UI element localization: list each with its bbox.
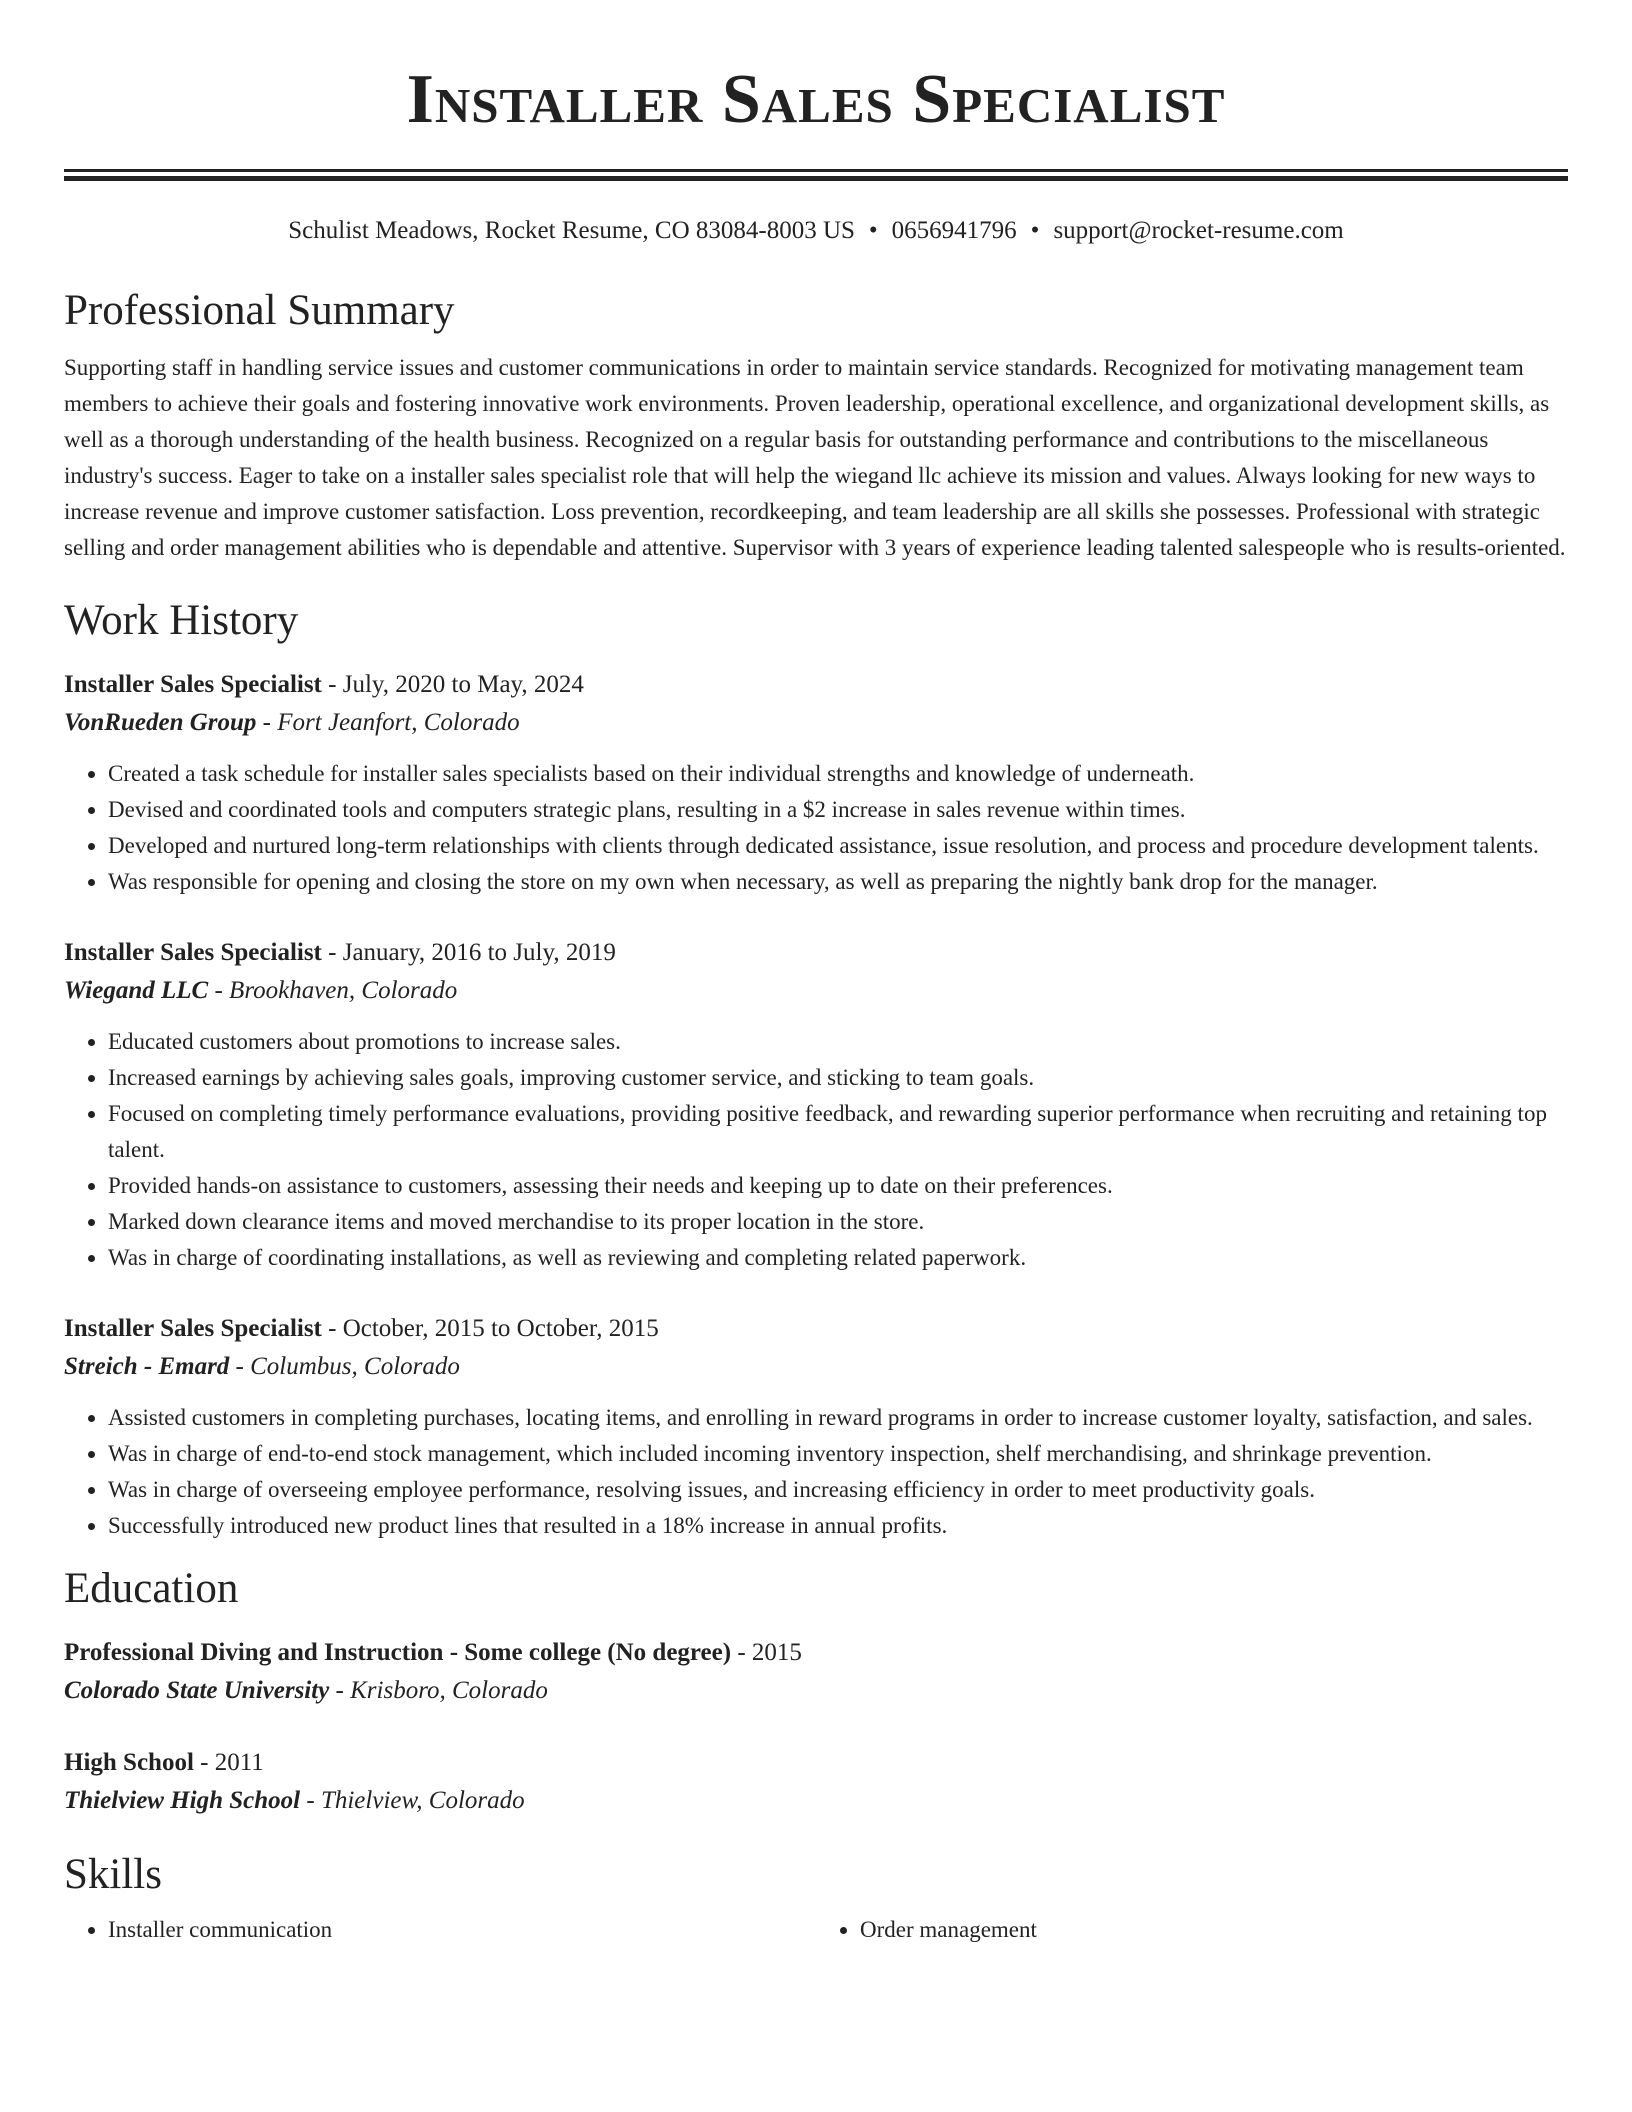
education-heading: Education: [64, 1565, 239, 1612]
education-school: Thielview High School: [64, 1787, 301, 1814]
job-bullet: • Marked down clearance items and moved merchandise to its proper location in the store.: [108, 1204, 1568, 1240]
education-degree: Professional Diving and Instruction - Some college (No degree): [64, 1639, 732, 1666]
job-dates: - January, 2016 to July, 2019: [321, 939, 616, 966]
job-company-line: [64, 1348, 1568, 1386]
education-location: - Thielview, Colorado: [300, 1787, 525, 1814]
job-bullet: • Focused on completing timely performance evaluations, providing positive feedback, and rewarding superior performance when recruiting and retaining top talent.: [108, 1096, 1568, 1168]
job-bullets: [64, 756, 1568, 900]
education-school-line: [64, 1672, 1568, 1710]
contact-address: Schulist Meadows, Rocket Resume, CO 83084-8003 US: [288, 217, 855, 244]
job-title-line: [64, 1310, 1568, 1348]
education-school: Colorado State University: [64, 1677, 330, 1704]
job-entry: [64, 934, 1568, 1276]
job-company: Wiegand LLC: [64, 977, 209, 1004]
job-bullets: [64, 1024, 1568, 1276]
skills-heading: Skills: [64, 1851, 162, 1898]
job-bullet: • Was in charge of coordinating installations, as well as reviewing and completing related paperwork.: [108, 1240, 1568, 1276]
job-bullet: • Was in charge of end-to-end stock management, which included incoming inventory inspection, shelf merchandising, and shrinkage prevention.: [108, 1436, 1568, 1472]
job-bullet: • Successfully introduced new product lines that resulted in a 18% increase in annual profits.: [108, 1508, 1568, 1544]
contact-separator: •: [868, 217, 878, 244]
contact-phone: 0656941796: [891, 217, 1017, 244]
education-degree-line: [64, 1744, 1568, 1782]
job-bullet: • Created a task schedule for installer sales specialists based on their individual strengths and knowledge of underneath.: [108, 756, 1568, 792]
job-bullets: [64, 1400, 1568, 1544]
job-title-line: [64, 934, 1568, 972]
summary-text: Supporting staff in handling service issues and customer communications in order to maintain service standards. Recognized for motivating management team members to achieve their goals and fostering innovative work environments. Proven leadership, operational excellence, and organizational development skills, as well as a thorough understanding of the health business. Recognized on a regular basis for outstanding performance and contributions to the miscellaneous industry's success. Eager to take on a installer sales specialist role that will help the wiegand llc achieve its mission and values. Always looking for new ways to increase revenue and improve customer satisfaction. Loss prevention, recordkeeping, and team leadership are all skills she possesses. Professional with strategic selling and order management abilities who is dependable and attentive. Supervisor with 3 years of experience leading talented salespeople who is results-oriented.: [64, 355, 1566, 560]
job-bullet: • Provided hands-on assistance to customers, assessing their needs and keeping up to date on their preferences.: [108, 1168, 1568, 1204]
education-degree-line: [64, 1634, 1568, 1672]
education-year: - 2015: [731, 1639, 802, 1666]
title-double-rule: [64, 169, 1568, 181]
job-bullet: • Was responsible for opening and closing the store on my own when necessary, as well as preparing the nightly bank drop for the manager.: [108, 864, 1568, 900]
skills-column-right: [816, 1912, 1568, 1948]
skill-item: • Order management: [860, 1912, 1568, 1948]
resume-title: Installer Sales Specialist: [406, 61, 1226, 138]
contact-separator: •: [1030, 217, 1040, 244]
job-bullet: • Educated customers about promotions to increase sales.: [108, 1024, 1568, 1060]
contact-email: support@rocket-resume.com: [1053, 217, 1344, 244]
skills-column-left: [64, 1912, 816, 1948]
job-company-line: [64, 972, 1568, 1010]
job-bullet: • Developed and nurtured long-term relationships with clients through dedicated assistance, issue resolution, and process and procedure development talents.: [108, 828, 1568, 864]
education-school-line: [64, 1782, 1568, 1820]
job-company-line: [64, 704, 1568, 742]
skills-grid: [64, 1912, 1568, 1948]
job-title: Installer Sales Specialist: [64, 1315, 322, 1342]
job-location: - Brookhaven, Colorado: [208, 977, 458, 1004]
job-bullet: • Devised and coordinated tools and computers strategic plans, resulting in a $2 increase in sales revenue within times.: [108, 792, 1568, 828]
job-bullet: • Assisted customers in completing purchases, locating items, and enrolling in reward programs in order to increase customer loyalty, satisfaction, and sales.: [108, 1400, 1568, 1436]
skill-item: • Installer communication: [108, 1912, 816, 1948]
job-company: VonRueden Group: [64, 709, 257, 736]
contact-line: [64, 216, 1568, 246]
job-dates: - July, 2020 to May, 2024: [321, 671, 584, 698]
job-title-line: [64, 666, 1568, 704]
education-entry: [64, 1744, 1568, 1820]
job-entry: [64, 666, 1568, 900]
job-entry: [64, 1310, 1568, 1544]
education-degree: High School: [64, 1749, 194, 1776]
job-title: Installer Sales Specialist: [64, 939, 322, 966]
job-location: - Fort Jeanfort, Colorado: [256, 709, 520, 736]
job-bullet: • Increased earnings by achieving sales goals, improving customer service, and sticking to team goals.: [108, 1060, 1568, 1096]
job-location: - Columbus, Colorado: [229, 1353, 460, 1380]
work-history-heading: Work History: [64, 597, 299, 644]
job-bullet: • Was in charge of overseeing employee performance, resolving issues, and increasing efficiency in order to meet productivity goals.: [108, 1472, 1568, 1508]
summary-heading: Professional Summary: [64, 287, 455, 334]
job-company: Streich - Emard: [64, 1353, 230, 1380]
job-title: Installer Sales Specialist: [64, 671, 322, 698]
education-entry: [64, 1634, 1568, 1710]
education-year: - 2011: [193, 1749, 264, 1776]
job-dates: - October, 2015 to October, 2015: [321, 1315, 659, 1342]
education-location: - Krisboro, Colorado: [329, 1677, 548, 1704]
